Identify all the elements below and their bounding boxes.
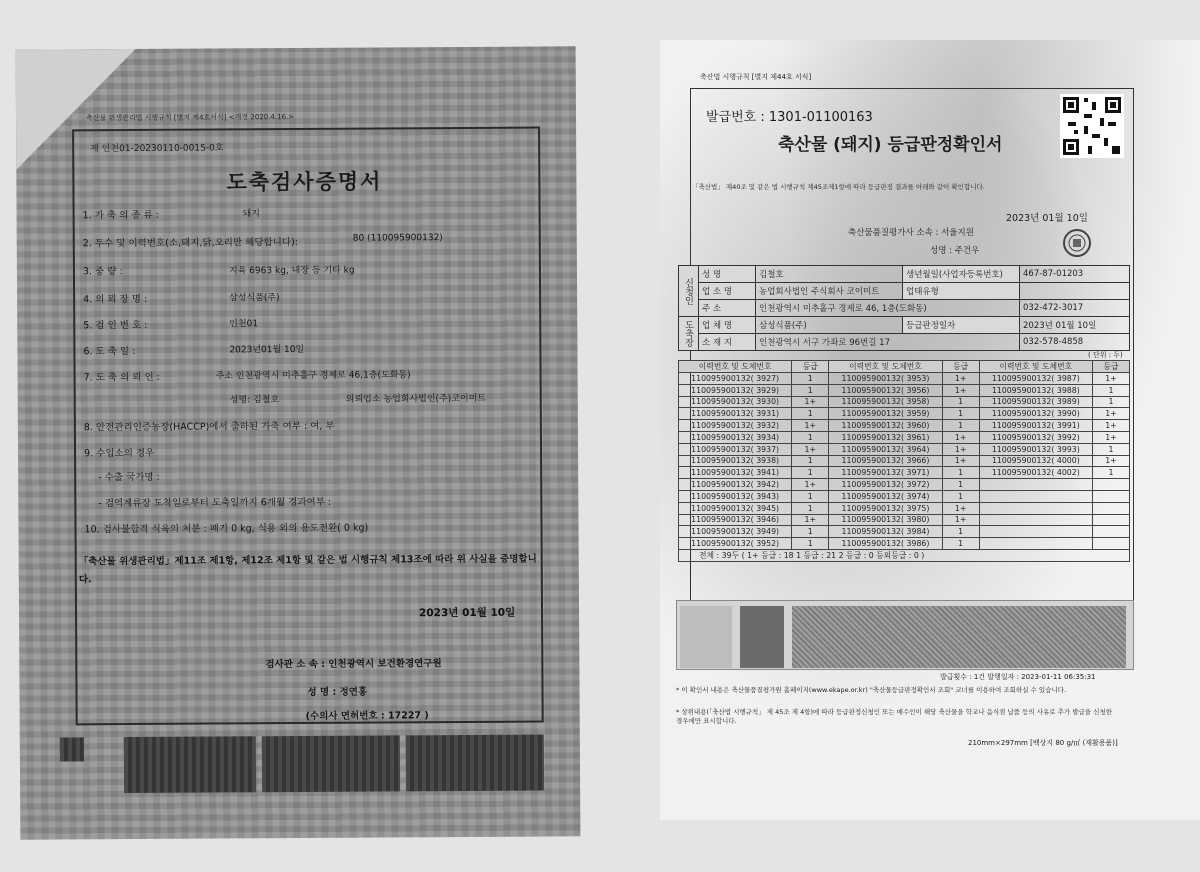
redacted-box-a [680,606,732,668]
grade-cell [1092,479,1129,491]
total-row: 전체 : 39두 ( 1+ 등급 : 18 1 등급 : 21 2 등급 : 0 등외등급 : 0 ) [679,549,1130,561]
trace-number-cell: 110095900132( 3966) [829,455,942,467]
row-weight: 3. 중 량 : [82,266,123,278]
grade-cell: 1+ [1092,420,1129,432]
trace-number-cell: 110095900132( 3956) [829,384,942,396]
trace-row [679,490,1130,502]
trace-number-cell: 110095900132( 3984) [829,526,942,538]
grade-cell: 1 [792,538,829,550]
owner-label: 신청인 [679,266,699,317]
slaughter-company: 삼성식품(주) [756,317,903,334]
trace-number-cell: 110095900132( 3988) [979,384,1092,396]
trace-number-cell: 110095900132( 3937) [679,443,792,455]
grader-name: 성명 : 주건우 [930,246,980,256]
grade-cell: 1+ [1092,373,1129,385]
trace-number-cell: 110095900132( 4000) [979,455,1092,467]
trace-number-cell: 110095900132( 3927) [679,373,792,385]
row-date: 6. 도 축 일 : [83,345,136,358]
trace-number-cell: 110095900132( 3932) [679,420,792,432]
owner-name: 김철호 [756,266,903,283]
requester-name: 성명: 김철호 [229,395,280,406]
row-date-value: 2023년01월 10일 [229,344,305,356]
trace-number-cell: 110095900132( 3972) [829,479,942,491]
statement: 「축산물 위생관리법」제11조 제1항, 제12조 제1항 및 같은 법 시행규칙 제13조에 따라 위 사실을 증명합니다. [78,553,537,586]
row-count-value: 80 (110095900132) [352,233,443,244]
note-2: * 상위내용(「축산법 시행규칙」 제 45조 제 4항)에 따라 등급판정신청인 또는 매수인이 해당 축산물을 학교나 음식점 납품 등의 사유로 추가 발급을 신청한 경우에만 표시합니다. [676,708,1112,725]
trace-row [679,420,1130,432]
grade-cell: 1 [792,490,829,502]
slaughter-address-label: 소 재 지 [699,334,756,351]
grade-cell: 1+ [1092,455,1129,467]
trace-number-cell: 110095900132( 3990) [979,408,1092,420]
grade-cell [1092,538,1129,550]
import-country: - 수출 국가명 : [98,471,160,484]
trace-number-cell [979,526,1092,538]
trace-row [679,526,1130,538]
grade-cell: 1+ [942,431,979,443]
row-stamp-no: 5. 검 인 번 호 : [83,319,148,332]
trace-row [679,479,1130,491]
grade-cell: 1+ [942,384,979,396]
trace-number-cell: 110095900132( 3974) [829,490,942,502]
trace-number-cell: 110095900132( 3943) [679,490,792,502]
col-header-grade-1: 등급 [792,361,829,373]
trace-number-cell: 110095900132( 3945) [679,502,792,514]
col-header-grade-2: 등급 [942,361,979,373]
grade-cell: 1+ [942,443,979,455]
trace-row [679,396,1130,408]
row-requester: 7. 도 축 의 뢰 인 : [83,371,160,384]
trace-number-cell: 110095900132( 3980) [829,514,942,526]
grade-cell: 1+ [1092,408,1129,420]
pork-grading-certificate [660,40,1200,820]
grade-cell: 1 [942,538,979,550]
trace-number-cell [979,538,1092,550]
right-title: 축산물 (돼지) 등급판정확인서 [778,135,1003,155]
trace-row [679,373,1130,385]
owner-company-label: 업 소 명 [699,283,756,300]
trace-number-cell: 110095900132( 3989) [979,396,1092,408]
trace-number-cell: 110095900132( 3993) [979,443,1092,455]
grade-cell: 1 [1092,467,1129,479]
grade-cell: 1 [942,490,979,502]
inspector-name: 성 명 : 정연홍 [307,686,368,698]
owner-biztype-label: 업태유형 [903,283,1020,300]
grade-cell: 1 [942,408,979,420]
col-header-trace-2: 이력번호 및 도체번호 [829,361,942,373]
row-species-value: 돼지 [242,209,261,220]
grade-cell: 1+ [792,479,829,491]
slaughter-company-label: 업 체 명 [699,317,756,334]
redacted-box-c [792,606,1126,668]
grade-cell: 1+ [792,443,829,455]
trace-row [679,514,1130,526]
trace-number-cell: 110095900132( 3975) [829,502,942,514]
trace-number-cell: 110095900132( 3942) [679,479,792,491]
trace-row [679,455,1130,467]
issue-number: 발급번호 : 1301-01100163 [706,110,873,125]
grade-cell: 1 [792,384,829,396]
note-1: * 이 확인서 내용은 축산물품질평가원 홈페이지(www.ekape.or.kr) "축산물등급판정확인서 조회" 코너를 이용하여 조회하실 수 있습니다. [676,686,1067,694]
trace-number-cell: 110095900132( 3930) [679,396,792,408]
legal-text: 「축산법」 제40조 및 같은 법 시행규칙 제45조제1항에 따라 등급판정 결과를 아래와 같이 확인합니다. [692,183,985,191]
trace-number-cell: 110095900132( 3931) [679,408,792,420]
trace-number-cell: 110095900132( 3952) [679,538,792,550]
row-stamp-no-value: 인천01 [229,319,259,330]
grade-cell: 1+ [1092,431,1129,443]
grade-cell: 1 [942,467,979,479]
slaughter-address: 인천광역시 서구 가좌로 96번길 17 [756,334,1020,351]
paper-spec: 210mm×297mm [백상지 80 g/㎡ (재활용품)] [968,739,1118,747]
trace-number-cell: 110095900132( 3987) [979,373,1092,385]
grade-cell [1092,514,1129,526]
grade-cell: 1+ [942,373,979,385]
trace-number-cell [979,490,1092,502]
official-seal-icon [1062,228,1092,258]
redacted-box-2 [262,735,400,792]
right-header-note: 축산법 시행규칙 [별지 제44호 서식] [700,73,812,81]
right-date: 2023년 01월 10일 [1006,213,1088,224]
grade-cell [1092,490,1129,502]
import-title: 9. 수입소의 경우 [84,447,155,460]
grade-cell: 1+ [942,502,979,514]
grade-cell: 1 [942,396,979,408]
trace-row [679,431,1130,443]
owner-address-label: 주 소 [699,300,756,317]
row-weight-value: 지육 6963 kg, 내장 등 기타 kg [228,265,355,277]
haccp-line: 8. 안전관리인증농장(HACCP)에서 출하된 가축 여부 : 여, 부 [83,420,335,434]
grade-cell: 1 [792,408,829,420]
trace-number-cell: 110095900132( 3929) [679,384,792,396]
slaughter-label: 도축장 [679,317,699,351]
grade-cell: 1+ [942,514,979,526]
grading-date-label: 등급판정일자 [903,317,1020,334]
grade-cell [1092,502,1129,514]
grade-cell: 1 [792,373,829,385]
grade-cell: 1 [792,467,829,479]
grade-cell: 1 [1092,384,1129,396]
row-species: 1. 가 축 의 종 류 : [82,209,159,222]
owner-phone: 032-472-3017 [1020,300,1130,317]
redacted-box-b [740,606,784,668]
trace-number-cell: 110095900132( 3992) [979,431,1092,443]
trace-number-cell: 110095900132( 3938) [679,455,792,467]
row-client-value: 삼성식품(주) [229,293,280,304]
trace-number-cell: 110095900132( 3949) [679,526,792,538]
trace-number-cell: 110095900132( 3958) [829,396,942,408]
trace-row [679,538,1130,550]
trace-number-cell: 110095900132( 3953) [829,373,942,385]
trace-number-cell: 110095900132( 3946) [679,514,792,526]
trace-number-cell: 110095900132( 3960) [829,420,942,432]
trace-row [679,408,1130,420]
trace-number-cell: 110095900132( 3986) [829,538,942,550]
owner-regno: 467-87-01203 [1020,266,1130,283]
grade-cell: 1+ [792,396,829,408]
grade-cell: 1 [792,526,829,538]
trace-body [679,373,1130,550]
trace-number-cell [979,502,1092,514]
grade-cell [1092,526,1129,538]
trace-row [679,384,1130,396]
slaughter-phone: 032-578-4858 [1020,334,1130,351]
trace-row [679,467,1130,479]
requester-company: 의뢰업소 농업회사법인(주)코이미트 [345,393,487,405]
trace-number-cell [979,514,1092,526]
cert-number: 제 인천01-20230110-0015-0호 [90,143,224,155]
grade-cell: 1+ [792,514,829,526]
grade-cell: 1+ [942,455,979,467]
grading-date: 2023년 01월 10일 [1020,317,1130,334]
owner-address: 인천광역시 미추홀구 경제로 46, 1층(도화동) [756,300,1020,317]
left-title: 도축검사증명서 [226,169,383,195]
trace-number-cell: 110095900132( 3941) [679,467,792,479]
issue-info: 발급횟수 : 1건 발행일자 : 2023-01-11 06:35:31 [940,673,1096,681]
trace-row [679,502,1130,514]
grade-cell: 1 [942,526,979,538]
import-period: - 검역계류장 도착일로부터 도축일까지 6개월 경과여부 : [98,496,332,510]
grade-cell: 1 [942,479,979,491]
redacted-box-3 [406,735,544,792]
owner-company: 농업회사법인 주식회사 코이미트 [756,283,903,300]
owner-name-label: 성 명 [699,266,756,283]
grader-org: 축산물품질평가사 소속 : 서울지원 [848,228,974,238]
trace-number-cell: 110095900132( 3961) [829,431,942,443]
left-date: 2023년 01월 10일 [419,606,516,620]
trace-row [679,443,1130,455]
inspector-office: 검사관 소 속 : 인천광역시 보건환경연구원 [265,658,442,671]
trace-number-cell: 110095900132( 3934) [679,431,792,443]
grade-cell: 1 [942,420,979,432]
owner-biztype [1020,283,1130,300]
slaughter-inspection-certificate [16,46,581,839]
row-requester-address: 주소 인천광역시 미추홀구 경제로 46,1층(도화동) [215,370,411,382]
trace-number-cell: 110095900132( 3991) [979,420,1092,432]
trace-number-cell [979,479,1092,491]
redacted-mark [60,737,84,761]
disposal-line: 10. 검사불합격 식육의 처분 : 폐기 0 kg, 식용 외의 용도전환( 0 kg) [84,522,369,536]
trace-number-cell: 110095900132( 3959) [829,408,942,420]
grade-cell: 1+ [792,420,829,432]
row-client: 4. 의 뢰 장 명 : [83,293,148,306]
grade-cell: 1 [792,502,829,514]
unit-label: ( 단위 : 두) [1088,351,1123,359]
grade-cell: 1 [1092,443,1129,455]
row-count: 2. 두수 및 이력번호(소,돼지,닭,오리만 해당합니다): [82,236,298,250]
qr-code-icon [1060,94,1124,158]
left-header-note: 축산물 위생관리법 시행규칙 [별지 제4호서식] <개정 2020.4.16.> [85,113,295,123]
redacted-box-1 [124,736,256,793]
grade-cell: 1 [1092,396,1129,408]
trace-number-cell: 110095900132( 4002) [979,467,1092,479]
col-header-grade-3: 등급 [1092,361,1129,373]
vet-license: (수의사 면허번호 : 17227 ) [305,710,429,722]
col-header-trace-3: 이력번호 및 도체번호 [979,361,1092,373]
grade-cell: 1 [792,431,829,443]
trace-table [678,360,1130,562]
trace-number-cell: 110095900132( 3964) [829,443,942,455]
col-header-trace-1: 이력번호 및 도체번호 [679,361,792,373]
trace-number-cell: 110095900132( 3971) [829,467,942,479]
owner-slaughter-table [678,265,1130,351]
grade-cell: 1 [792,455,829,467]
owner-regno-label: 생년월일(사업자등록번호) [903,266,1020,283]
